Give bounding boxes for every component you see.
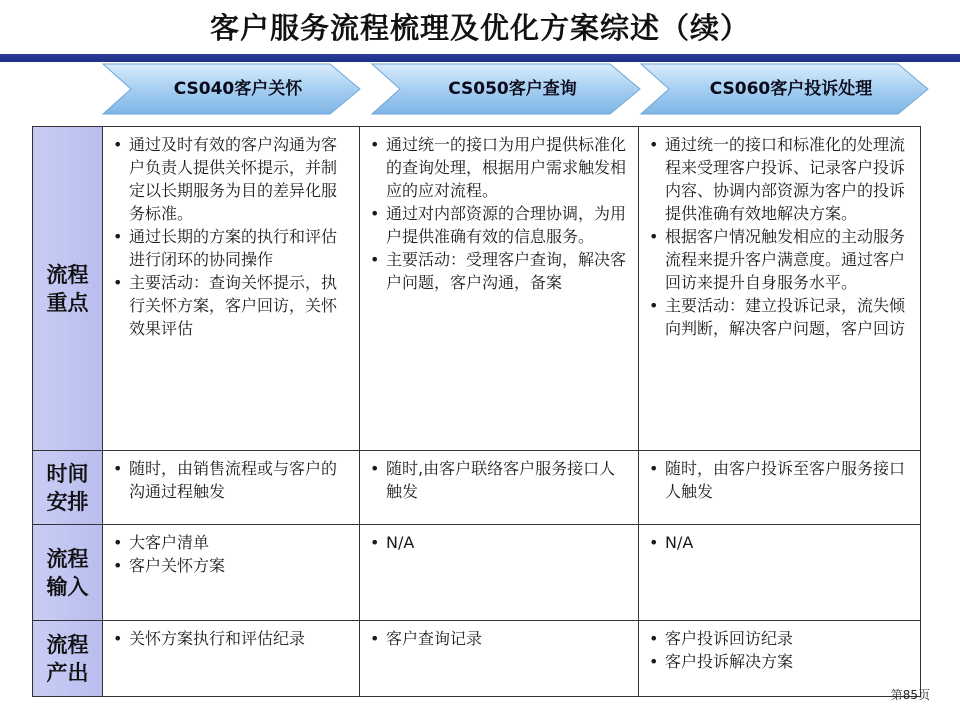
cell-cs050-input xyxy=(360,525,639,621)
list-item: • 主要活动：查询关怀提示，执行关怀方案，客户回访，关怀效果评估 xyxy=(111,271,351,340)
list-item: • 大客户清单 xyxy=(111,531,351,554)
table-row xyxy=(33,621,921,697)
page-number: 第85页 xyxy=(890,688,930,702)
list-item: • 随时,由客户联络客户服务接口人触发 xyxy=(368,457,630,503)
list-item: • 主要活动：受理客户查询，解决客户问题，客户沟通，备案 xyxy=(368,248,630,294)
table-row xyxy=(33,525,921,621)
list-item: • 客户关怀方案 xyxy=(111,554,351,577)
process-table xyxy=(32,126,921,697)
list-item: • 主要活动：建立投诉记录，流失倾向判断，解决客户问题，客户回访 xyxy=(647,294,912,340)
cell-cs050-focus xyxy=(360,127,639,451)
list-item: • 通过对内部资源的合理协调，为用户提供准确有效的信息服务。 xyxy=(368,202,630,248)
row-header-input: 流程 输入 xyxy=(33,525,103,621)
list-item: • 客户投诉回访纪录 xyxy=(647,627,912,650)
title-underline-bar xyxy=(0,54,960,62)
row-header-schedule: 时间 安排 xyxy=(33,451,103,525)
list-item: • N/A xyxy=(368,531,630,554)
list-item: • 通过统一的接口为用户提供标准化的查询处理，根据用户需求触发相应的应对流程。 xyxy=(368,133,630,202)
list-item: • 随时，由销售流程或与客户的沟通过程触发 xyxy=(111,457,351,503)
cell-cs060-focus xyxy=(639,127,921,451)
list-item: • 关怀方案执行和评估纪录 xyxy=(111,627,351,650)
list-item: • 客户查询记录 xyxy=(368,627,630,650)
list-item: • 通过统一的接口和标准化的处理流程来受理客户投诉、记录客户投诉内容、协调内部资源为客户的投诉提供准确有效地解决方案。 xyxy=(647,133,912,225)
list-item: • 随时，由客户投诉至客户服务接口人触发 xyxy=(647,457,912,503)
list-item: • 客户投诉解决方案 xyxy=(647,650,912,673)
list-item: • 根据客户情况触发相应的主动服务流程来提升客户满意度。通过客户回访来提升自身服务水平。 xyxy=(647,225,912,294)
column-header-cs060: CS060客户投诉处理 xyxy=(709,79,873,99)
cell-cs040-schedule xyxy=(103,451,360,525)
column-header-cs050: CS050客户查询 xyxy=(448,79,577,99)
page-title: 客户服务流程梳理及优化方案综述（续） xyxy=(209,11,750,45)
table-row xyxy=(33,127,921,451)
cell-cs040-input xyxy=(103,525,360,621)
cell-cs060-input xyxy=(639,525,921,621)
cell-cs040-focus xyxy=(103,127,360,451)
table-row xyxy=(33,451,921,525)
cell-cs050-schedule xyxy=(360,451,639,525)
cell-cs060-output xyxy=(639,621,921,697)
row-header-output: 流程 产出 xyxy=(33,621,103,697)
list-item: • 通过及时有效的客户沟通为客户负责人提供关怀提示，并制定以长期服务为目的差异化服务标准。 xyxy=(111,133,351,225)
cell-cs040-output xyxy=(103,621,360,697)
list-item: • 通过长期的方案的执行和评估进行闭环的协同操作 xyxy=(111,225,351,271)
list-item: • N/A xyxy=(647,531,912,554)
cell-cs050-output xyxy=(360,621,639,697)
cell-cs060-schedule xyxy=(639,451,921,525)
column-header-cs040: CS040客户关怀 xyxy=(173,79,303,99)
row-header-focus: 流程 重点 xyxy=(33,127,103,451)
